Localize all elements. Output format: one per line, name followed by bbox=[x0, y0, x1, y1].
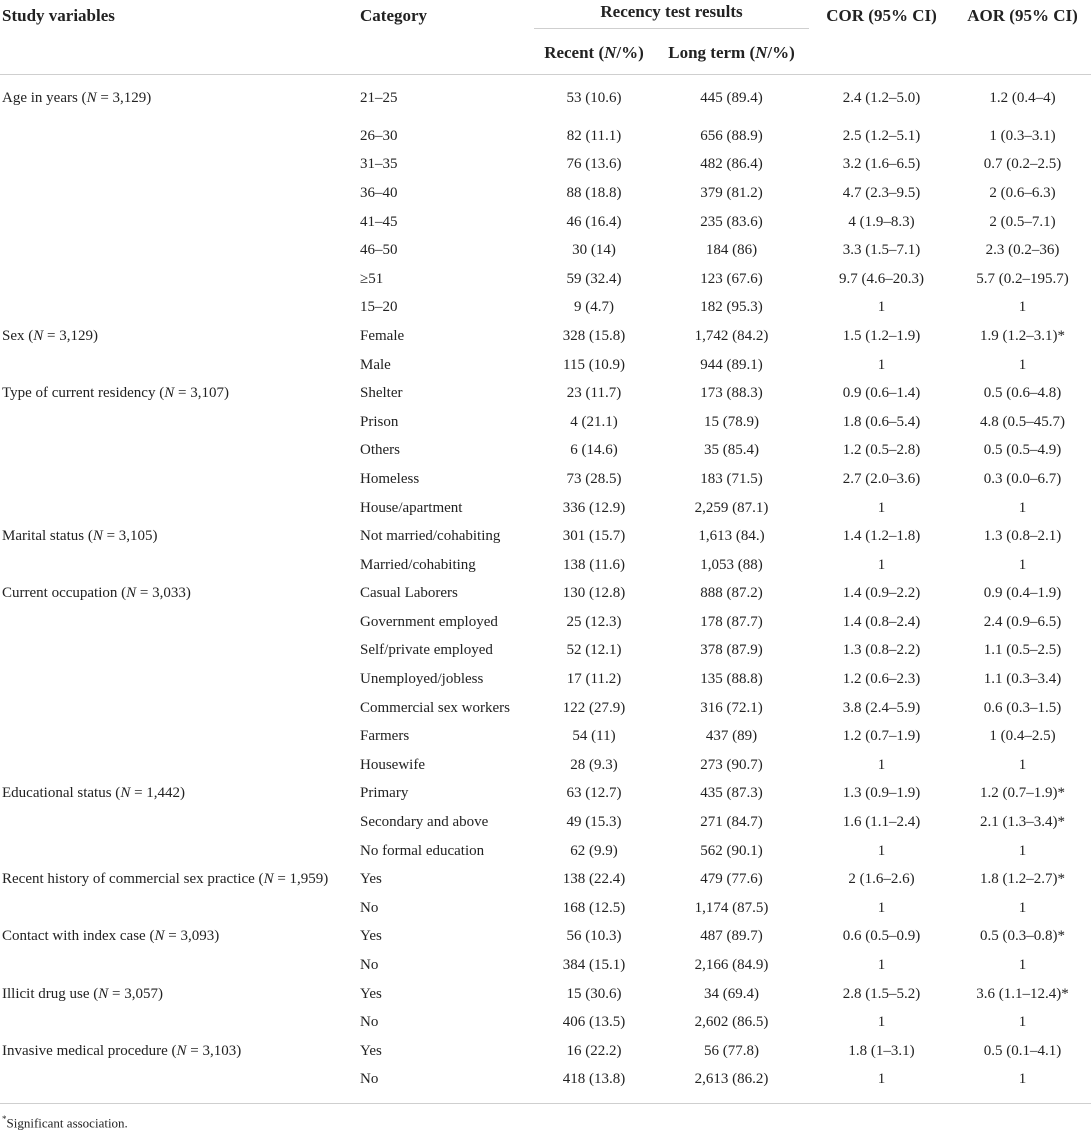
cell-aor: 2 (0.6–6.3) bbox=[989, 184, 1056, 201]
cell-long-term: 15 (78.9) bbox=[704, 413, 759, 430]
cell-cor: 2 (1.6–2.6) bbox=[848, 871, 915, 888]
cell-cor: 1.2 (0.6–2.3) bbox=[842, 671, 921, 688]
cell-category: Homeless bbox=[360, 470, 420, 487]
cell-long-term: 178 (87.7) bbox=[700, 613, 763, 630]
table-row bbox=[0, 75, 1091, 123]
cell-aor: 1 bbox=[1018, 1071, 1027, 1088]
cell-cor: 3.3 (1.5–7.1) bbox=[842, 242, 921, 259]
cell-study-variable: Illicit drug use (N = 3,057) bbox=[2, 985, 163, 1002]
cell-aor: 0.5 (0.6–4.8) bbox=[983, 385, 1062, 402]
cell-cor: 2.4 (1.2–5.0) bbox=[809, 75, 954, 123]
table-row bbox=[0, 894, 1091, 923]
cell-recent: 17 (11.2) bbox=[566, 671, 622, 688]
cell-recent: 301 (15.7) bbox=[562, 528, 626, 545]
table-row bbox=[0, 265, 1091, 294]
cell-cor: 1.4 (1.2–1.8) bbox=[842, 528, 921, 545]
cell-recent: 56 (10.3) bbox=[566, 928, 622, 945]
cell-long-term: 482 (86.4) bbox=[700, 156, 763, 173]
cell-long-term: 888 (87.2) bbox=[700, 585, 763, 602]
cell-category: Yes bbox=[360, 928, 382, 945]
cell-cor: 4 (1.9–8.3) bbox=[848, 213, 915, 230]
cell-long-term: 2,259 (87.1) bbox=[694, 499, 769, 516]
table-row bbox=[0, 408, 1091, 437]
cell-recent: 130 (12.8) bbox=[562, 585, 626, 602]
cell-study-variable bbox=[0, 122, 360, 151]
cell-category: Self/private employed bbox=[360, 642, 493, 659]
cell-aor: 1.2 (0.4–4) bbox=[954, 75, 1091, 123]
cell-long-term: 184 (86) bbox=[705, 242, 758, 259]
cell-category: No formal education bbox=[360, 842, 485, 859]
table-row bbox=[0, 637, 1091, 666]
cell-recent: 168 (12.5) bbox=[562, 899, 626, 916]
cell-long-term: 271 (84.7) bbox=[700, 814, 763, 831]
cell-category: Unemployed/jobless bbox=[360, 671, 484, 688]
cell-study-variable bbox=[0, 637, 360, 666]
cell-category: 36–40 bbox=[360, 184, 398, 201]
cell-recent: 88 (18.8) bbox=[566, 184, 622, 201]
table-row bbox=[0, 208, 1091, 237]
table-row bbox=[0, 437, 1091, 466]
cell-study-variable: Educational status (N = 1,442) bbox=[2, 785, 186, 802]
cell-study-variable bbox=[0, 179, 360, 208]
cell-recent: 406 (13.5) bbox=[562, 1014, 626, 1031]
cell-cor: 1 bbox=[877, 957, 886, 974]
header-recency-group: Recency test results bbox=[534, 0, 809, 31]
table-row bbox=[0, 951, 1091, 980]
cell-cor: 1 bbox=[877, 899, 886, 916]
cell-recent: 54 (11) bbox=[572, 728, 616, 745]
cell-aor: 0.5 (0.5–4.9) bbox=[983, 442, 1062, 459]
table-row bbox=[0, 808, 1091, 837]
footnote-text: Significant association. bbox=[6, 1115, 128, 1131]
cell-cor: 2.5 (1.2–5.1) bbox=[842, 127, 921, 144]
cell-long-term: 944 (89.1) bbox=[700, 356, 763, 373]
cell-study-variable bbox=[0, 608, 360, 637]
cell-study-variable bbox=[0, 151, 360, 180]
header-study-variables: Study variables bbox=[2, 5, 115, 25]
header-long-term: Long term (N/%) bbox=[668, 42, 795, 62]
cell-recent: 384 (15.1) bbox=[562, 957, 626, 974]
table-row bbox=[0, 294, 1091, 323]
cell-long-term: 183 (71.5) bbox=[700, 470, 763, 487]
cell-aor: 0.7 (0.2–2.5) bbox=[983, 156, 1062, 173]
cell-aor: 1 bbox=[1018, 356, 1027, 373]
cell-long-term: 562 (90.1) bbox=[700, 842, 763, 859]
cell-long-term: 1,174 (87.5) bbox=[694, 899, 769, 916]
table-row bbox=[0, 522, 1091, 551]
table-row bbox=[0, 980, 1091, 1009]
cell-cor: 9.7 (4.6–20.3) bbox=[839, 270, 925, 287]
cell-long-term: 173 (88.3) bbox=[700, 385, 763, 402]
table-row bbox=[0, 665, 1091, 694]
cell-cor: 1.5 (1.2–1.9) bbox=[842, 327, 921, 344]
cell-recent: 52 (12.1) bbox=[566, 642, 622, 659]
cell-aor: 1 bbox=[1018, 499, 1027, 516]
cell-recent: 418 (13.8) bbox=[562, 1071, 626, 1088]
table-row bbox=[0, 722, 1091, 751]
table-row bbox=[0, 923, 1091, 952]
cell-recent: 15 (30.6) bbox=[566, 985, 622, 1002]
cell-study-variable bbox=[0, 437, 360, 466]
cell-aor: 1 bbox=[1018, 556, 1027, 573]
cell-aor: 2.1 (1.3–3.4)* bbox=[980, 814, 1066, 831]
cell-category: 41–45 bbox=[360, 213, 398, 230]
cell-recent: 53 (10.6) bbox=[534, 75, 654, 123]
cell-cor: 1.6 (1.1–2.4) bbox=[842, 814, 921, 831]
cell-study-variable: Type of current residency (N = 3,107) bbox=[2, 385, 229, 402]
cell-aor: 1 (0.3–3.1) bbox=[989, 127, 1056, 144]
cell-category: Housewife bbox=[360, 756, 425, 773]
cell-aor: 2.3 (0.2–36) bbox=[985, 242, 1060, 259]
cell-study-variable: Invasive medical procedure (N = 3,103) bbox=[2, 1042, 242, 1059]
cell-study-variable bbox=[0, 837, 360, 866]
cell-recent: 6 (14.6) bbox=[570, 442, 618, 459]
cell-category: House/apartment bbox=[360, 499, 463, 516]
cell-study-variable bbox=[0, 208, 360, 237]
cell-study-variable bbox=[0, 551, 360, 580]
cell-cor: 1.3 (0.9–1.9) bbox=[842, 785, 921, 802]
cell-aor: 4.8 (0.5–45.7) bbox=[980, 413, 1066, 430]
cell-cor: 1 bbox=[877, 499, 886, 516]
cell-category: No bbox=[360, 1014, 379, 1031]
cell-aor: 1 bbox=[1018, 957, 1027, 974]
cell-study-variable bbox=[0, 951, 360, 980]
cell-study-variable bbox=[0, 808, 360, 837]
table-bottom-rule bbox=[0, 1103, 1091, 1131]
cell-study-variable bbox=[0, 351, 360, 380]
cell-category: 15–20 bbox=[360, 299, 398, 316]
cell-study-variable bbox=[0, 1066, 360, 1095]
cell-long-term: 435 (87.3) bbox=[700, 785, 763, 802]
table-row bbox=[0, 837, 1091, 866]
cell-aor: 1.9 (1.2–3.1)* bbox=[980, 327, 1066, 344]
cell-recent: 63 (12.7) bbox=[566, 785, 622, 802]
cell-category: Male bbox=[360, 356, 391, 373]
cell-aor: 3.6 (1.1–12.4)* bbox=[976, 985, 1069, 1002]
cell-recent: 46 (16.4) bbox=[566, 213, 622, 230]
table-row bbox=[0, 179, 1091, 208]
cell-category: Primary bbox=[360, 785, 409, 802]
cell-category: Shelter bbox=[360, 385, 403, 402]
cell-category: Yes bbox=[360, 985, 382, 1002]
table-row bbox=[0, 580, 1091, 609]
cell-aor: 1 bbox=[1018, 299, 1027, 316]
cell-category: Female bbox=[360, 327, 405, 344]
cell-long-term: 379 (81.2) bbox=[700, 184, 763, 201]
cell-long-term: 378 (87.9) bbox=[700, 642, 763, 659]
cell-study-variable: Recent history of commercial sex practice (N = 1,959) bbox=[2, 871, 329, 888]
table-row bbox=[0, 379, 1091, 408]
table-row bbox=[0, 465, 1091, 494]
cell-long-term: 135 (88.8) bbox=[700, 671, 763, 688]
cell-study-variable bbox=[0, 751, 360, 780]
cell-recent: 25 (12.3) bbox=[566, 613, 622, 630]
cell-cor: 1 bbox=[877, 756, 886, 773]
cell-long-term: 1,613 (84.) bbox=[698, 528, 765, 545]
cell-study-variable bbox=[0, 722, 360, 751]
cell-recent: 16 (22.2) bbox=[566, 1042, 622, 1059]
cell-cor: 1.2 (0.7–1.9) bbox=[842, 728, 921, 745]
cell-aor: 1 bbox=[1018, 1014, 1027, 1031]
cell-recent: 62 (9.9) bbox=[570, 842, 618, 859]
cell-long-term: 2,602 (86.5) bbox=[694, 1014, 769, 1031]
table-row bbox=[0, 351, 1091, 380]
cell-study-variable bbox=[0, 1008, 360, 1037]
cell-aor: 1 bbox=[1018, 899, 1027, 916]
table-row bbox=[0, 494, 1091, 523]
cell-category: Prison bbox=[360, 413, 399, 430]
cell-category: ≥51 bbox=[360, 270, 384, 287]
cell-cor: 1 bbox=[877, 1071, 886, 1088]
cell-cor: 1.8 (0.6–5.4) bbox=[842, 413, 921, 430]
cell-recent: 4 (21.1) bbox=[570, 413, 618, 430]
cell-aor: 1 bbox=[1018, 842, 1027, 859]
cell-cor: 1 bbox=[877, 556, 886, 573]
table-row bbox=[0, 122, 1091, 151]
cell-long-term: 1,053 (88) bbox=[700, 556, 763, 573]
cell-long-term: 437 (89) bbox=[705, 728, 758, 745]
cell-cor: 1 bbox=[877, 356, 886, 373]
cell-category: Commercial sex workers bbox=[360, 699, 510, 716]
cell-aor: 5.7 (0.2–195.7) bbox=[976, 270, 1069, 287]
cell-recent: 23 (11.7) bbox=[566, 385, 622, 402]
cell-aor: 2.4 (0.9–6.5) bbox=[983, 613, 1062, 630]
cell-recent: 73 (28.5) bbox=[566, 470, 622, 487]
cell-recent: 82 (11.1) bbox=[566, 127, 622, 144]
cell-long-term: 56 (77.8) bbox=[704, 1042, 759, 1059]
cell-aor: 1 (0.4–2.5) bbox=[989, 728, 1056, 745]
cell-cor: 3.8 (2.4–5.9) bbox=[842, 699, 921, 716]
cell-category: Others bbox=[360, 442, 400, 459]
cell-recent: 49 (15.3) bbox=[566, 814, 622, 831]
cell-category: Government employed bbox=[360, 613, 498, 630]
cell-cor: 1.3 (0.8–2.2) bbox=[842, 642, 921, 659]
cell-long-term: 2,166 (84.9) bbox=[694, 957, 769, 974]
cell-recent: 59 (32.4) bbox=[566, 270, 622, 287]
cell-aor: 1.3 (0.8–2.1) bbox=[983, 528, 1062, 545]
cell-cor: 2.8 (1.5–5.2) bbox=[842, 985, 921, 1002]
cell-study-variable bbox=[0, 294, 360, 323]
header-cor: COR (95% CI) bbox=[826, 5, 937, 25]
cell-long-term: 34 (69.4) bbox=[704, 985, 759, 1002]
cell-long-term: 35 (85.4) bbox=[704, 442, 759, 459]
cell-study-variable bbox=[0, 494, 360, 523]
cell-study-variable: Contact with index case (N = 3,093) bbox=[2, 928, 220, 945]
cell-cor: 0.6 (0.5–0.9) bbox=[842, 928, 921, 945]
table-row bbox=[0, 322, 1091, 351]
cell-cor: 2.7 (2.0–3.6) bbox=[842, 470, 921, 487]
cell-recent: 138 (22.4) bbox=[562, 871, 626, 888]
cell-study-variable bbox=[0, 236, 360, 265]
table-row bbox=[0, 1066, 1091, 1095]
cell-category: No bbox=[360, 1071, 379, 1088]
cell-category: Casual Laborers bbox=[360, 585, 458, 602]
cell-aor: 0.5 (0.1–4.1) bbox=[983, 1042, 1062, 1059]
cell-aor: 0.3 (0.0–6.7) bbox=[983, 470, 1062, 487]
cell-recent: 328 (15.8) bbox=[562, 327, 626, 344]
cell-study-variable: Current occupation (N = 3,033) bbox=[2, 585, 191, 602]
cell-recent: 28 (9.3) bbox=[570, 756, 618, 773]
cell-aor: 1.8 (1.2–2.7)* bbox=[980, 871, 1066, 888]
table-row bbox=[0, 780, 1091, 809]
cell-study-variable bbox=[0, 265, 360, 294]
cell-cor: 1.4 (0.8–2.4) bbox=[842, 613, 921, 630]
table-row bbox=[0, 1037, 1091, 1066]
cell-long-term: 1,742 (84.2) bbox=[694, 327, 769, 344]
cell-long-term: 182 (95.3) bbox=[700, 299, 763, 316]
cell-recent: 30 (14) bbox=[572, 242, 616, 259]
cell-cor: 1.8 (1–3.1) bbox=[848, 1042, 915, 1059]
header-category: Category bbox=[360, 5, 428, 25]
cell-study-variable: Marital status (N = 3,105) bbox=[2, 528, 158, 545]
cell-aor: 0.6 (0.3–1.5) bbox=[983, 699, 1062, 716]
cell-study-variable bbox=[0, 465, 360, 494]
cell-cor: 1.2 (0.5–2.8) bbox=[842, 442, 921, 459]
table-row bbox=[0, 151, 1091, 180]
cell-cor: 4.7 (2.3–9.5) bbox=[842, 184, 921, 201]
cell-cor: 1 bbox=[877, 1014, 886, 1031]
table-body bbox=[0, 75, 1091, 1095]
cell-long-term: 2,613 (86.2) bbox=[694, 1071, 769, 1088]
cell-recent: 115 (10.9) bbox=[563, 356, 625, 373]
table-row bbox=[0, 694, 1091, 723]
cell-category: 21–25 bbox=[360, 75, 534, 123]
cell-long-term: 273 (90.7) bbox=[700, 756, 763, 773]
cell-recent: 122 (27.9) bbox=[562, 699, 626, 716]
table-row bbox=[0, 1008, 1091, 1037]
table-row bbox=[0, 608, 1091, 637]
cell-study-variable: Sex (N = 3,129) bbox=[2, 327, 98, 344]
cell-aor: 1 bbox=[1018, 756, 1027, 773]
cell-study-variable bbox=[0, 408, 360, 437]
cell-category: Married/cohabiting bbox=[360, 556, 476, 573]
cell-category: Secondary and above bbox=[360, 814, 489, 831]
cell-aor: 0.5 (0.3–0.8)* bbox=[980, 928, 1066, 945]
footnote-mark: * bbox=[2, 1114, 7, 1125]
cell-category: Yes bbox=[360, 1042, 382, 1059]
cell-category: 26–30 bbox=[360, 127, 398, 144]
cell-category: Not married/cohabiting bbox=[360, 528, 501, 545]
cell-cor: 1 bbox=[877, 299, 886, 316]
cell-category: No bbox=[360, 899, 379, 916]
cell-category: Yes bbox=[360, 871, 382, 888]
cell-recent: 9 (4.7) bbox=[574, 299, 614, 316]
cell-long-term: 479 (77.6) bbox=[700, 871, 763, 888]
cell-long-term: 123 (67.6) bbox=[700, 270, 763, 287]
cell-recent: 138 (11.6) bbox=[563, 556, 625, 573]
table-row bbox=[0, 751, 1091, 780]
header-aor: AOR (95% CI) bbox=[967, 5, 1078, 25]
table-row bbox=[0, 551, 1091, 580]
cell-study-variable bbox=[0, 665, 360, 694]
cell-recent: 336 (12.9) bbox=[562, 499, 626, 516]
cell-study-variable: Age in years (N = 3,129) bbox=[0, 75, 360, 123]
table-row bbox=[0, 236, 1091, 265]
cell-recent: 76 (13.6) bbox=[566, 156, 622, 173]
cell-long-term: 316 (72.1) bbox=[700, 699, 763, 716]
cell-long-term: 656 (88.9) bbox=[700, 127, 763, 144]
cell-cor: 0.9 (0.6–1.4) bbox=[842, 385, 921, 402]
cell-long-term: 235 (83.6) bbox=[700, 213, 763, 230]
cell-long-term: 487 (89.7) bbox=[700, 928, 763, 945]
cell-category: 31–35 bbox=[360, 156, 398, 173]
cell-aor: 2 (0.5–7.1) bbox=[989, 213, 1056, 230]
cell-long-term: 445 (89.4) bbox=[654, 75, 809, 123]
cell-cor: 3.2 (1.6–6.5) bbox=[842, 156, 921, 173]
cell-study-variable bbox=[0, 894, 360, 923]
cell-aor: 0.9 (0.4–1.9) bbox=[983, 585, 1062, 602]
cell-aor: 1.2 (0.7–1.9)* bbox=[980, 785, 1066, 802]
cell-category: 46–50 bbox=[360, 242, 398, 259]
cell-study-variable bbox=[0, 694, 360, 723]
footnote bbox=[0, 1104, 1091, 1131]
cell-cor: 1.4 (0.9–2.2) bbox=[842, 585, 921, 602]
cell-aor: 1.1 (0.3–3.4) bbox=[983, 671, 1062, 688]
table-row bbox=[0, 865, 1091, 894]
header-recent: Recent (N/%) bbox=[544, 42, 644, 62]
cell-aor: 1.1 (0.5–2.5) bbox=[983, 642, 1062, 659]
cell-category: No bbox=[360, 957, 379, 974]
cell-cor: 1 bbox=[877, 842, 886, 859]
cell-category: Farmers bbox=[360, 728, 410, 745]
